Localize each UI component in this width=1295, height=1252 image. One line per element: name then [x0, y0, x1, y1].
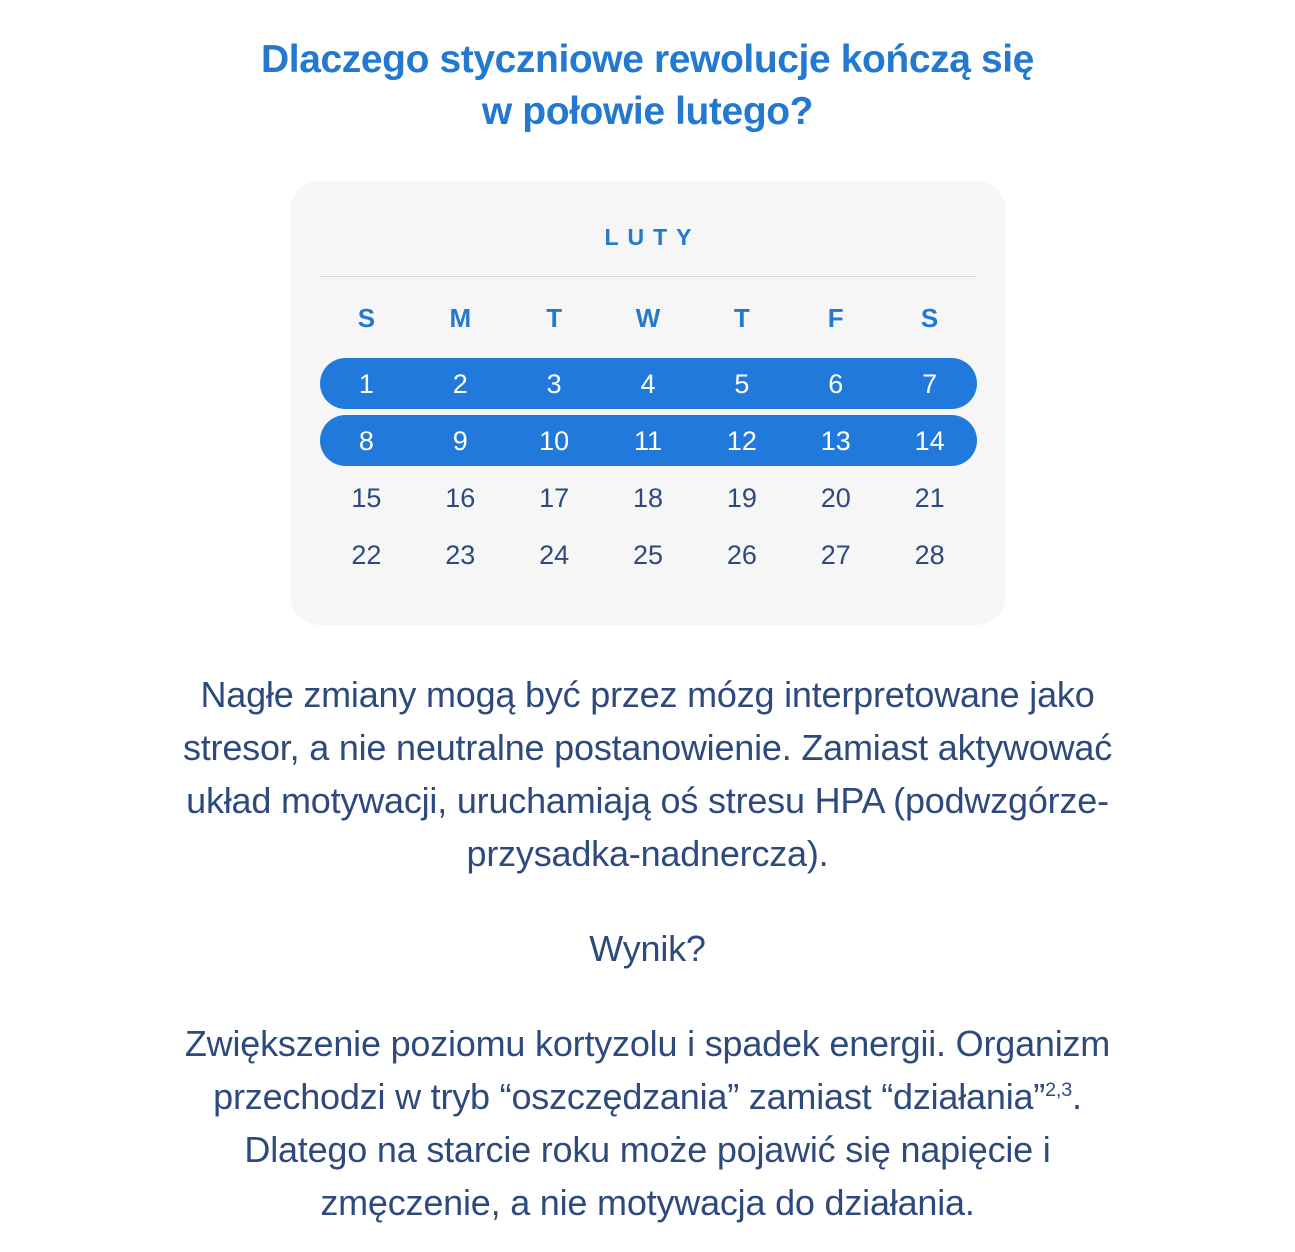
calendar-day[interactable]: 5 [734, 368, 750, 399]
calendar-day[interactable]: 16 [445, 482, 476, 513]
calendar-day[interactable]: 23 [445, 539, 476, 570]
calendar-day[interactable]: 17 [539, 482, 570, 513]
calendar-day[interactable]: 6 [828, 368, 844, 399]
calendar-month-label: LUTY [604, 224, 701, 250]
calendar-week-row [320, 469, 977, 526]
weekday-label: M [449, 303, 472, 333]
page-title [0, 0, 1295, 138]
weekday-label: T [546, 303, 563, 333]
calendar-day[interactable]: 3 [546, 368, 562, 399]
calendar-divider [320, 276, 977, 277]
calendar-day[interactable]: 12 [726, 425, 757, 456]
calendar-day[interactable]: 8 [358, 425, 374, 456]
calendar-day[interactable]: 26 [726, 539, 757, 570]
calendar-day[interactable]: 1 [358, 368, 374, 399]
calendar-day[interactable]: 10 [539, 425, 570, 456]
calendar-day[interactable]: 7 [922, 368, 938, 399]
calendar-day[interactable]: 22 [351, 539, 382, 570]
page-title-line-1: Dlaczego styczniowe rewolucje kończą się [261, 38, 1034, 81]
calendar-day[interactable]: 20 [820, 482, 851, 513]
calendar-day[interactable]: 18 [632, 482, 664, 513]
calendar-day[interactable]: 19 [726, 482, 757, 513]
calendar-day[interactable]: 2 [452, 368, 468, 399]
calendar-day[interactable]: 25 [632, 539, 664, 570]
weekday-label: S [357, 303, 376, 333]
weekday-label: W [635, 303, 661, 333]
calendar-day[interactable]: 21 [914, 482, 945, 513]
weekday-label: T [733, 303, 750, 333]
calendar-day[interactable]: 24 [539, 539, 570, 570]
weekday-label: F [827, 303, 844, 333]
calendar-day[interactable]: 28 [914, 539, 945, 570]
calendar-grid [320, 303, 977, 583]
calendar-day[interactable]: 9 [452, 425, 468, 456]
calendar-week-row [320, 355, 977, 412]
citation-reference: 2,3 [1045, 1079, 1073, 1101]
calendar-week-row [320, 412, 977, 469]
calendar-day[interactable]: 4 [640, 368, 656, 399]
paragraph-question: Wynik? [589, 928, 706, 969]
paragraph-result-text-1: Zwiększenie poziomu kortyzolu i spadek energii. Organizm przechodzi w tryb “oszczędzania” zamiast “działania” [184, 1023, 1111, 1117]
calendar-day[interactable]: 13 [820, 425, 851, 456]
calendar-day[interactable]: 11 [633, 425, 663, 456]
calendar-week-row [320, 526, 977, 583]
paragraph-result-text-2: . Dlatego na starcie roku może pojawić się napięcie i zmęczenie, a nie motywacja do działania. [244, 1076, 1082, 1223]
paragraph-result [0, 1017, 1295, 1229]
weekday-label: S [920, 303, 939, 333]
calendar-card [290, 181, 1006, 625]
body-copy [0, 668, 1295, 1229]
calendar-weekday-header [320, 303, 977, 333]
calendar-day[interactable]: 27 [820, 539, 851, 570]
calendar-day[interactable]: 15 [351, 482, 382, 513]
calendar-day[interactable]: 14 [914, 425, 945, 456]
page-title-line-2: w połowie lutego? [481, 89, 814, 133]
paragraph-stressor: Nagłe zmiany mogą być przez mózg interpretowane jako stresor, a nie neutralne postanowienie. Zamiast aktywować układ motywacji, uruchamiają oś stresu HPA (podwzgórze-przysadka-nadnercza). [182, 674, 1113, 874]
